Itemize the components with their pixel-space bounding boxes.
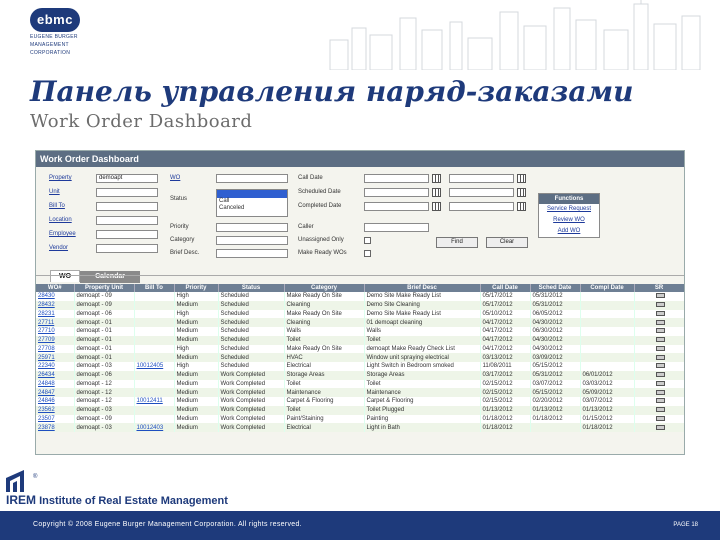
cell-wo[interactable]: 24846	[36, 397, 74, 406]
cell-priority: Medium	[174, 380, 218, 389]
cell-sr[interactable]	[634, 310, 684, 319]
cell-sr[interactable]	[634, 345, 684, 354]
cell-call-date: 04/17/2012	[480, 327, 530, 336]
table-row[interactable]	[36, 336, 684, 345]
tab-wo[interactable]: WO	[50, 270, 80, 282]
add-wo-link[interactable]: Add WO	[557, 228, 581, 234]
brief-desc-input[interactable]	[216, 249, 288, 258]
col-header-sched-date[interactable]: Sched Date	[530, 284, 580, 292]
cell-property-unit: demoapt - 03	[74, 423, 134, 432]
completed-date-from-input[interactable]	[364, 202, 429, 211]
cell-compl-date: 01/13/2012	[580, 406, 634, 415]
cell-priority: Medium	[174, 371, 218, 380]
cell-compl-date: 01/18/2012	[580, 423, 634, 432]
cell-call-date: 05/17/2012	[480, 292, 530, 301]
col-header-sr[interactable]: SR	[634, 284, 684, 292]
cell-compl-date	[580, 336, 634, 345]
calendar-icon[interactable]	[517, 174, 526, 183]
unit-input[interactable]	[96, 188, 158, 197]
cell-status: Work Completed	[218, 380, 284, 389]
cell-property-unit: demoapt - 12	[74, 388, 134, 397]
table-row[interactable]	[36, 380, 684, 389]
cell-call-date: 05/10/2012	[480, 310, 530, 319]
col-header-brief-desc[interactable]: Brief Desc	[364, 284, 480, 292]
functions-panel	[538, 193, 600, 238]
cell-priority: Medium	[174, 388, 218, 397]
cell-sr[interactable]	[634, 362, 684, 371]
cell-property-unit: demoapt - 03	[74, 362, 134, 371]
review-wo-link[interactable]: Review WO	[553, 217, 585, 223]
table-row[interactable]	[36, 310, 684, 319]
cell-call-date: 04/17/2012	[480, 345, 530, 354]
cell-priority: Medium	[174, 327, 218, 336]
cell-priority: Medium	[174, 397, 218, 406]
status-label: Status	[170, 196, 188, 202]
property-label-link[interactable]: Property	[49, 175, 72, 181]
cell-bill-to	[134, 415, 174, 424]
cell-call-date: 02/15/2012	[480, 397, 530, 406]
col-header-wo[interactable]: WO#	[36, 284, 74, 292]
cell-sr[interactable]	[634, 388, 684, 397]
cell-status: Work Completed	[218, 423, 284, 432]
cell-wo[interactable]: 24848	[36, 380, 74, 389]
cell-sched-date: 03/07/2012	[530, 380, 580, 389]
work-order-dashboard-window	[35, 150, 685, 455]
col-header-compl-date[interactable]: Compl Date	[580, 284, 634, 292]
service-request-icon[interactable]	[656, 372, 665, 377]
cell-wo[interactable]: 27709	[36, 336, 74, 345]
cell-status: Scheduled	[218, 362, 284, 371]
cell-brief-desc: demoapt Make Ready Check List	[364, 345, 480, 354]
col-header-bill-to[interactable]: Bill To	[134, 284, 174, 292]
cell-bill-to	[134, 301, 174, 310]
cell-compl-date: 03/07/2012	[580, 397, 634, 406]
cell-brief-desc: Storage Areas	[364, 371, 480, 380]
irem-name	[6, 493, 228, 507]
clear-button[interactable]: Clear	[486, 237, 528, 248]
cell-bill-to	[134, 380, 174, 389]
call-date-from-input[interactable]	[364, 174, 429, 183]
cell-category: HVAC	[284, 353, 364, 362]
cell-sr[interactable]	[634, 415, 684, 424]
page-number: PAGE 18	[673, 522, 698, 528]
cell-sr[interactable]	[634, 301, 684, 310]
category-select[interactable]	[216, 236, 288, 245]
cell-property-unit: demoapt - 09	[74, 415, 134, 424]
cell-compl-date	[580, 353, 634, 362]
cell-bill-to	[134, 353, 174, 362]
cell-priority: High	[174, 292, 218, 301]
cell-brief-desc: Toilet	[364, 336, 480, 345]
cell-sched-date: 06/30/2012	[530, 327, 580, 336]
service-request-icon[interactable]	[656, 363, 665, 368]
cell-sched-date: 05/31/2012	[530, 301, 580, 310]
cell-priority: Medium	[174, 423, 218, 432]
service-request-icon[interactable]	[656, 293, 665, 298]
cell-sched-date	[530, 423, 580, 432]
cell-bill-to	[134, 388, 174, 397]
cell-wo[interactable]: 27710	[36, 327, 74, 336]
cell-property-unit: demoapt - 06	[74, 371, 134, 380]
cell-category: Maintenance	[284, 388, 364, 397]
cell-bill-to	[134, 292, 174, 301]
cell-wo[interactable]: 28432	[36, 301, 74, 310]
service-request-link[interactable]: Service Request	[546, 206, 592, 212]
cell-brief-desc: Toilet	[364, 380, 480, 389]
calendar-icon[interactable]	[432, 174, 441, 183]
cell-bill-to	[134, 310, 174, 319]
cell-priority: Medium	[174, 336, 218, 345]
vendor-input[interactable]	[96, 244, 158, 253]
service-request-icon[interactable]	[656, 407, 665, 412]
cell-status: Scheduled	[218, 301, 284, 310]
cell-wo[interactable]: 23507	[36, 415, 74, 424]
cell-call-date: 01/18/2012	[480, 415, 530, 424]
employee-label-link[interactable]: Employee	[49, 231, 76, 237]
category-label: Category	[170, 237, 195, 243]
service-request-icon[interactable]	[656, 398, 665, 403]
cell-wo[interactable]: 27711	[36, 318, 74, 327]
cell-status: Work Completed	[218, 371, 284, 380]
work-order-grid	[36, 284, 685, 432]
footer-bar	[0, 511, 720, 540]
cell-status: Work Completed	[218, 415, 284, 424]
grid-header-row	[36, 284, 684, 292]
tab-bar	[50, 263, 140, 280]
cell-bill-to	[134, 345, 174, 354]
location-label-link[interactable]: Location	[49, 217, 72, 223]
cell-brief-desc: Maintenance	[364, 388, 480, 397]
cell-bill-to	[134, 371, 174, 380]
cell-bill-to[interactable]: 10012403	[134, 423, 174, 432]
unit-label-link[interactable]: Unit	[49, 189, 60, 195]
cell-status: Work Completed	[218, 388, 284, 397]
bill-to-input[interactable]	[96, 202, 158, 211]
cell-category: Make Ready On Site	[284, 345, 364, 354]
cell-property-unit: demoapt - 09	[74, 301, 134, 310]
cell-sched-date: 06/05/2012	[530, 310, 580, 319]
city-skyline-graphic	[310, 0, 720, 70]
filter-panel	[36, 167, 684, 272]
priority-label: Priority	[170, 224, 189, 230]
unassigned-only-label: Unassigned Only	[298, 237, 344, 243]
irem-logo-mark	[6, 468, 36, 492]
cell-category: Paint/Staining	[284, 415, 364, 424]
cell-category: Cleaning	[284, 301, 364, 310]
cell-sr[interactable]	[634, 371, 684, 380]
cell-category: Toilet	[284, 406, 364, 415]
cell-priority: High	[174, 345, 218, 354]
cell-status: Scheduled	[218, 327, 284, 336]
cell-sched-date: 05/31/2012	[530, 371, 580, 380]
cell-brief-desc: Light in Bath	[364, 423, 480, 432]
cell-compl-date: 03/03/2012	[580, 380, 634, 389]
cell-brief-desc: Demo Site Cleaning	[364, 301, 480, 310]
service-request-icon[interactable]	[656, 425, 665, 430]
cell-bill-to	[134, 327, 174, 336]
make-ready-wos-checkbox[interactable]	[364, 250, 371, 257]
cell-bill-to	[134, 406, 174, 415]
cell-priority: High	[174, 362, 218, 371]
cell-compl-date: 05/09/2012	[580, 388, 634, 397]
tab-calendar[interactable]: Calendar	[80, 271, 140, 283]
cell-category: Make Ready On Site	[284, 310, 364, 319]
cell-call-date: 05/17/2012	[480, 301, 530, 310]
cell-property-unit: demoapt - 06	[74, 310, 134, 319]
completed-date-label: Completed Date	[298, 203, 342, 209]
cell-sched-date: 01/18/2012	[530, 415, 580, 424]
cell-property-unit: demoapt - 09	[74, 292, 134, 301]
service-request-icon[interactable]	[656, 328, 665, 333]
cell-wo[interactable]: 25971	[36, 353, 74, 362]
tab-divider	[36, 275, 684, 276]
cell-status: Work Completed	[218, 406, 284, 415]
cell-compl-date: 06/01/2012	[580, 371, 634, 380]
cell-sr[interactable]	[634, 292, 684, 301]
table-row[interactable]	[36, 353, 684, 362]
cell-category: Electrical	[284, 362, 364, 371]
logo-subtext-2: MANAGEMENT	[30, 42, 69, 48]
cell-wo[interactable]: 27708	[36, 345, 74, 354]
table-row[interactable]	[36, 318, 684, 327]
table-row[interactable]	[36, 397, 684, 406]
cell-wo[interactable]: 28231	[36, 310, 74, 319]
functions-title: Functions	[539, 194, 599, 204]
copyright-text: Copyright © 2008 Eugene Burger Management Corporation. All rights reserved.	[33, 521, 302, 528]
cell-compl-date: 01/15/2012	[580, 415, 634, 424]
cell-sched-date: 01/13/2012	[530, 406, 580, 415]
cell-status: Scheduled	[218, 353, 284, 362]
table-row[interactable]	[36, 362, 684, 371]
table-row[interactable]	[36, 292, 684, 301]
vendor-label-link[interactable]: Vendor	[49, 245, 69, 251]
service-request-icon[interactable]	[656, 311, 665, 316]
scheduled-date-to-input[interactable]	[449, 188, 514, 197]
table-row[interactable]	[36, 388, 684, 397]
cell-status: Scheduled	[218, 336, 284, 345]
ebmc-logo	[30, 8, 80, 56]
cell-call-date: 11/08/2011	[480, 362, 530, 371]
calendar-icon[interactable]	[432, 202, 441, 211]
completed-date-to-input[interactable]	[449, 202, 514, 211]
status-option-call[interactable]: Call	[219, 198, 230, 204]
calendar-icon[interactable]	[517, 202, 526, 211]
cell-sr[interactable]	[634, 336, 684, 345]
cell-sched-date: 05/15/2012	[530, 362, 580, 371]
cell-sr[interactable]	[634, 380, 684, 389]
cell-sched-date: 05/15/2012	[530, 388, 580, 397]
registered-mark: ®	[33, 474, 38, 480]
slide-title-russian: Панель управления наряд-заказами	[30, 75, 634, 108]
cell-property-unit: demoapt - 01	[74, 336, 134, 345]
cell-wo[interactable]: 24847	[36, 388, 74, 397]
status-listbox[interactable]	[216, 189, 288, 217]
service-request-icon[interactable]	[656, 346, 665, 351]
cell-call-date: 01/13/2012	[480, 406, 530, 415]
slide-title-english: Work Order Dashboard	[30, 111, 253, 132]
service-request-icon[interactable]	[656, 416, 665, 421]
cell-call-date: 02/15/2012	[480, 388, 530, 397]
cell-sched-date: 05/31/2012	[530, 292, 580, 301]
cell-priority: Medium	[174, 301, 218, 310]
cell-sched-date: 02/20/2012	[530, 397, 580, 406]
cell-brief-desc: Demo Site Make Ready List	[364, 310, 480, 319]
cell-status: Scheduled	[218, 318, 284, 327]
cell-brief-desc: Demo Site Make Ready List	[364, 292, 480, 301]
table-row[interactable]	[36, 327, 684, 336]
cell-sched-date: 03/09/2012	[530, 353, 580, 362]
col-header-property-unit[interactable]: Property Unit	[74, 284, 134, 292]
cell-sr[interactable]	[634, 327, 684, 336]
cell-compl-date	[580, 345, 634, 354]
cell-compl-date	[580, 327, 634, 336]
calendar-icon[interactable]	[517, 188, 526, 197]
cell-category: Toilet	[284, 336, 364, 345]
cell-property-unit: demoapt - 12	[74, 397, 134, 406]
caller-input[interactable]	[364, 223, 429, 232]
app-title-bar: Work Order Dashboard	[36, 151, 684, 167]
cell-status: Work Completed	[218, 397, 284, 406]
caller-label: Caller	[298, 224, 314, 230]
cell-brief-desc: Window unit spraying electrical	[364, 353, 480, 362]
cell-category: Make Ready On Site	[284, 292, 364, 301]
cell-bill-to[interactable]: 10012411	[134, 397, 174, 406]
cell-wo[interactable]: 23562	[36, 406, 74, 415]
cell-brief-desc: Light Switch in Bedroom smoked	[364, 362, 480, 371]
bill-to-label-link[interactable]: Bill To	[49, 203, 65, 209]
cell-brief-desc: 01 demoapt cleaning	[364, 318, 480, 327]
cell-category: Carpet & Flooring	[284, 397, 364, 406]
priority-select[interactable]	[216, 223, 288, 232]
status-selected-row[interactable]	[217, 190, 287, 198]
cell-priority: Medium	[174, 415, 218, 424]
wo-input[interactable]	[216, 174, 288, 183]
cell-category: Storage Areas	[284, 371, 364, 380]
cell-brief-desc: Painting	[364, 415, 480, 424]
call-date-to-input[interactable]	[449, 174, 514, 183]
call-date-label: Call Date	[298, 175, 323, 181]
table-row[interactable]	[36, 423, 684, 432]
cell-property-unit: demoapt - 01	[74, 318, 134, 327]
col-header-priority[interactable]: Priority	[174, 284, 218, 292]
cell-bill-to	[134, 336, 174, 345]
cell-compl-date	[580, 318, 634, 327]
cell-category: Walls	[284, 327, 364, 336]
cell-bill-to[interactable]: 10012405	[134, 362, 174, 371]
cell-brief-desc: Walls	[364, 327, 480, 336]
cell-priority: Medium	[174, 353, 218, 362]
cell-compl-date	[580, 310, 634, 319]
service-request-icon[interactable]	[656, 302, 665, 307]
table-row[interactable]	[36, 301, 684, 310]
find-button[interactable]: Find	[436, 237, 478, 248]
cell-sched-date: 04/30/2012	[530, 345, 580, 354]
cell-category: Electrical	[284, 423, 364, 432]
location-input[interactable]	[96, 216, 158, 225]
cell-property-unit: demoapt - 12	[74, 380, 134, 389]
service-request-icon[interactable]	[656, 320, 665, 325]
cell-sr[interactable]	[634, 406, 684, 415]
service-request-icon[interactable]	[656, 390, 665, 395]
col-header-category[interactable]: Category	[284, 284, 364, 292]
cell-sr[interactable]	[634, 353, 684, 362]
cell-status: Scheduled	[218, 310, 284, 319]
cell-brief-desc: Carpet & Flooring	[364, 397, 480, 406]
table-row[interactable]	[36, 415, 684, 424]
service-request-icon[interactable]	[656, 337, 665, 342]
cell-sched-date: 04/30/2012	[530, 336, 580, 345]
cell-call-date: 04/17/2012	[480, 318, 530, 327]
cell-priority: High	[174, 310, 218, 319]
cell-priority: Medium	[174, 318, 218, 327]
cell-sr[interactable]	[634, 318, 684, 327]
cell-sr[interactable]	[634, 397, 684, 406]
wo-label-link[interactable]: WO	[170, 175, 181, 181]
table-row[interactable]	[36, 371, 684, 380]
scheduled-date-from-input[interactable]	[364, 188, 429, 197]
status-option-canceled[interactable]: Canceled	[219, 205, 245, 211]
cell-brief-desc: Toilet Plugged	[364, 406, 480, 415]
cell-wo[interactable]: 28430	[36, 292, 74, 301]
logo-mark: ebmc	[30, 8, 80, 32]
service-request-icon[interactable]	[656, 381, 665, 386]
cell-property-unit: demoapt - 01	[74, 345, 134, 354]
calendar-icon[interactable]	[432, 188, 441, 197]
scheduled-date-label: Scheduled Date	[298, 189, 341, 195]
cell-compl-date	[580, 362, 634, 371]
cell-call-date: 03/13/2012	[480, 353, 530, 362]
table-row[interactable]	[36, 345, 684, 354]
col-header-status[interactable]: Status	[218, 284, 284, 292]
grid-body	[36, 292, 684, 432]
service-request-icon[interactable]	[656, 355, 665, 360]
cell-compl-date	[580, 301, 634, 310]
cell-call-date: 03/17/2012	[480, 371, 530, 380]
irem-acronym: IREM	[6, 493, 36, 507]
cell-status: Scheduled	[218, 345, 284, 354]
property-input[interactable]: demoapt	[96, 174, 158, 183]
cell-wo[interactable]: 22340	[36, 362, 74, 371]
logo-subtext-1: EUGENE BURGER	[30, 34, 78, 40]
cell-property-unit: demoapt - 01	[74, 327, 134, 336]
logo-subtext-3: CORPORATION	[30, 50, 71, 56]
cell-category: Toilet	[284, 380, 364, 389]
brief-desc-label: Brief Desc.	[170, 250, 200, 256]
cell-bill-to	[134, 318, 174, 327]
unassigned-only-checkbox[interactable]	[364, 237, 371, 244]
cell-call-date: 01/18/2012	[480, 423, 530, 432]
cell-property-unit: demoapt - 01	[74, 353, 134, 362]
col-header-call-date[interactable]: Call Date	[480, 284, 530, 292]
cell-property-unit: demoapt - 03	[74, 406, 134, 415]
make-ready-wos-label: Make Ready WOs	[298, 250, 347, 256]
cell-category: Cleaning	[284, 318, 364, 327]
irem-full-name: Institute of Real Estate Management	[39, 495, 228, 507]
cell-wo[interactable]: 23878	[36, 423, 74, 432]
cell-call-date: 02/15/2012	[480, 380, 530, 389]
cell-sched-date: 04/30/2012	[530, 318, 580, 327]
cell-wo[interactable]: 26434	[36, 371, 74, 380]
cell-compl-date	[580, 292, 634, 301]
employee-input[interactable]	[96, 230, 158, 239]
table-row[interactable]	[36, 406, 684, 415]
cell-status: Scheduled	[218, 292, 284, 301]
cell-priority: Medium	[174, 406, 218, 415]
cell-call-date: 04/17/2012	[480, 336, 530, 345]
cell-sr[interactable]	[634, 423, 684, 432]
